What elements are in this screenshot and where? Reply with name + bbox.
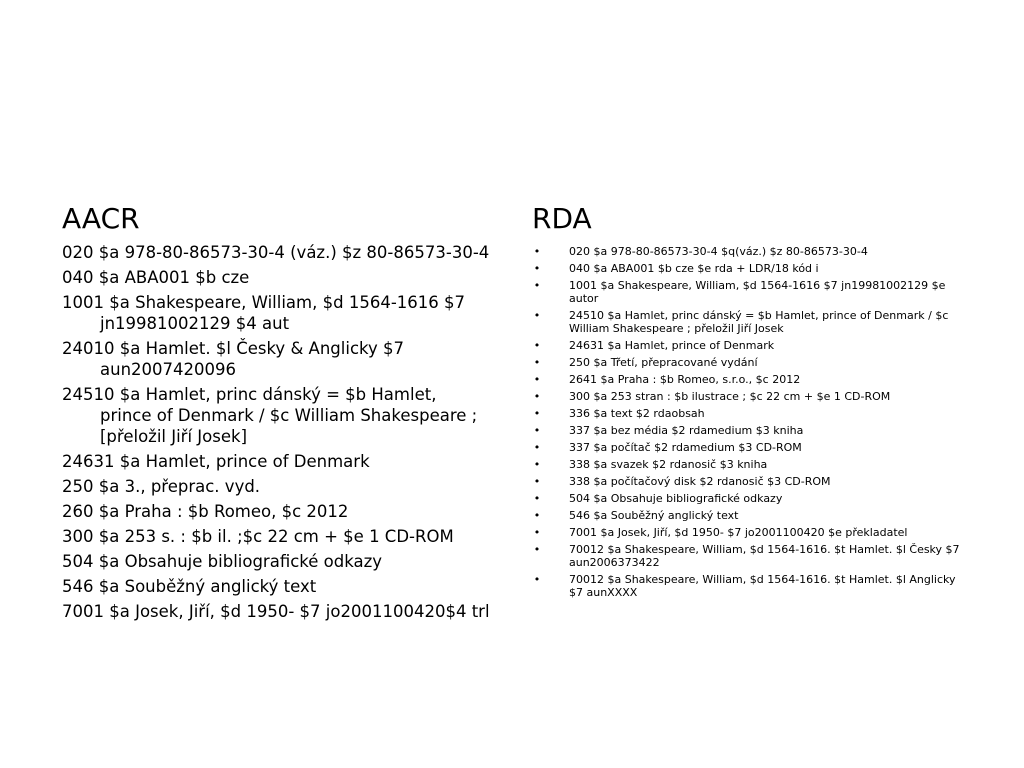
rda-field-text: 250 $a Třetí, přepracované vydání xyxy=(569,356,758,369)
aacr-field-020: 020 $a 978-80-86573-30-4 (váz.) $z 80-86573-30-4 xyxy=(62,243,490,262)
rda-field-100 xyxy=(532,279,972,305)
aacr-field-040: 040 $a ABA001 $b cze xyxy=(62,268,250,287)
rda-field-text: 336 $a text $2 rdaobsah xyxy=(569,407,705,420)
aacr-field-260: 260 $a Praha : $b Romeo, $c 2012 xyxy=(62,502,349,521)
bullet-icon: • xyxy=(533,509,541,522)
rda-field-250 xyxy=(532,356,972,369)
bullet-icon: • xyxy=(533,458,541,471)
rda-field-246 xyxy=(532,339,972,352)
aacr-column xyxy=(62,200,492,626)
bullet-icon: • xyxy=(533,526,541,539)
aacr-field-240: 24010 $a Hamlet. $l Česky & Anglicky $7 aun2007420096 xyxy=(62,339,404,379)
rda-field-text: 7001 $a Josek, Jiří, $d 1950- $7 jo2001100420 $e překladatel xyxy=(569,526,908,539)
rda-field-546 xyxy=(532,509,972,522)
bullet-icon: • xyxy=(533,356,541,369)
rda-field-337-cdrom xyxy=(532,441,972,454)
rda-heading: RDA xyxy=(532,202,592,235)
rda-field-text: 338 $a počítačový disk $2 rdanosič $3 CD-ROM xyxy=(569,475,831,488)
rda-field-245 xyxy=(532,309,972,335)
aacr-field-300: 300 $a 253 s. : $b il. ;$c 22 cm + $e 1 CD-ROM xyxy=(62,527,454,546)
rda-field-text: 24510 $a Hamlet, princ dánský = $b Hamlet, prince of Denmark / $c William Shakespeare ; přeložil Jiří Josek xyxy=(569,309,949,335)
bullet-icon: • xyxy=(533,475,541,488)
rda-field-text: 020 $a 978-80-86573-30-4 $q(váz.) $z 80-86573-30-4 xyxy=(569,245,868,258)
bullet-icon: • xyxy=(533,262,541,275)
aacr-field-250: 250 $a 3., přeprac. vyd. xyxy=(62,477,261,496)
rda-field-264 xyxy=(532,373,972,386)
rda-field-504 xyxy=(532,492,972,505)
aacr-field-100: 1001 $a Shakespeare, William, $d 1564-1616 $7 jn19981002129 $4 aut xyxy=(62,293,466,333)
rda-field-text: 300 $a 253 stran : $b ilustrace ; $c 22 cm + $e 1 CD-ROM xyxy=(569,390,891,403)
rda-field-040 xyxy=(532,262,972,275)
rda-field-text: 338 $a svazek $2 rdanosič $3 kniha xyxy=(569,458,768,471)
bullet-icon: • xyxy=(533,390,541,403)
rda-field-text: 337 $a bez média $2 rdamedium $3 kniha xyxy=(569,424,804,437)
bullet-icon: • xyxy=(533,543,541,556)
rda-field-700 xyxy=(532,526,972,539)
rda-field-text: 24631 $a Hamlet, prince of Denmark xyxy=(569,339,775,352)
bullet-icon: • xyxy=(533,441,541,454)
rda-field-text: 504 $a Obsahuje bibliografické odkazy xyxy=(569,492,783,505)
rda-record-list xyxy=(532,245,972,599)
bullet-icon: • xyxy=(533,492,541,505)
aacr-field-700: 7001 $a Josek, Jiří, $d 1950- $7 jo2001100420$4 trl xyxy=(62,602,490,621)
rda-field-text: 70012 $a Shakespeare, William, $d 1564-1616. $t Hamlet. $l Česky $7 aun2006373422 xyxy=(569,543,960,569)
rda-field-338-book xyxy=(532,458,972,471)
rda-field-338-cdrom xyxy=(532,475,972,488)
bullet-icon: • xyxy=(533,245,541,258)
bullet-icon: • xyxy=(533,309,541,322)
rda-field-text: 1001 $a Shakespeare, William, $d 1564-1616 $7 jn19981002129 $e autor xyxy=(569,279,946,305)
rda-field-700-cesky xyxy=(532,543,972,569)
aacr-field-245: 24510 $a Hamlet, princ dánský = $b Hamlet, prince of Denmark / $c William Shakespeare ; [přeložil Jiří Josek] xyxy=(62,385,478,446)
rda-column xyxy=(532,200,972,603)
aacr-heading: AACR xyxy=(62,202,140,235)
rda-field-337-book xyxy=(532,424,972,437)
bullet-icon: • xyxy=(533,279,541,292)
bullet-icon: • xyxy=(533,373,541,386)
rda-field-text: 546 $a Souběžný anglický text xyxy=(569,509,739,522)
aacr-field-546: 546 $a Souběžný anglický text xyxy=(62,577,317,596)
rda-field-text: 040 $a ABA001 $b cze $e rda + LDR/18 kód i xyxy=(569,262,819,275)
rda-field-text: 70012 $a Shakespeare, William, $d 1564-1616. $t Hamlet. $l Anglicky $7 aunXXXX xyxy=(569,573,956,599)
rda-field-text: 337 $a počítač $2 rdamedium $3 CD-ROM xyxy=(569,441,802,454)
rda-field-700-anglicky xyxy=(532,573,972,599)
rda-field-text: 2641 $a Praha : $b Romeo, s.r.o., $c 2012 xyxy=(569,373,801,386)
aacr-field-246: 24631 $a Hamlet, prince of Denmark xyxy=(62,452,370,471)
aacr-record-list xyxy=(62,242,492,622)
bullet-icon: • xyxy=(533,573,541,586)
rda-field-300 xyxy=(532,390,972,403)
rda-field-336 xyxy=(532,407,972,420)
bullet-icon: • xyxy=(533,339,541,352)
aacr-field-504: 504 $a Obsahuje bibliografické odkazy xyxy=(62,552,383,571)
bullet-icon: • xyxy=(533,407,541,420)
rda-field-020 xyxy=(532,245,972,258)
bullet-icon: • xyxy=(533,424,541,437)
